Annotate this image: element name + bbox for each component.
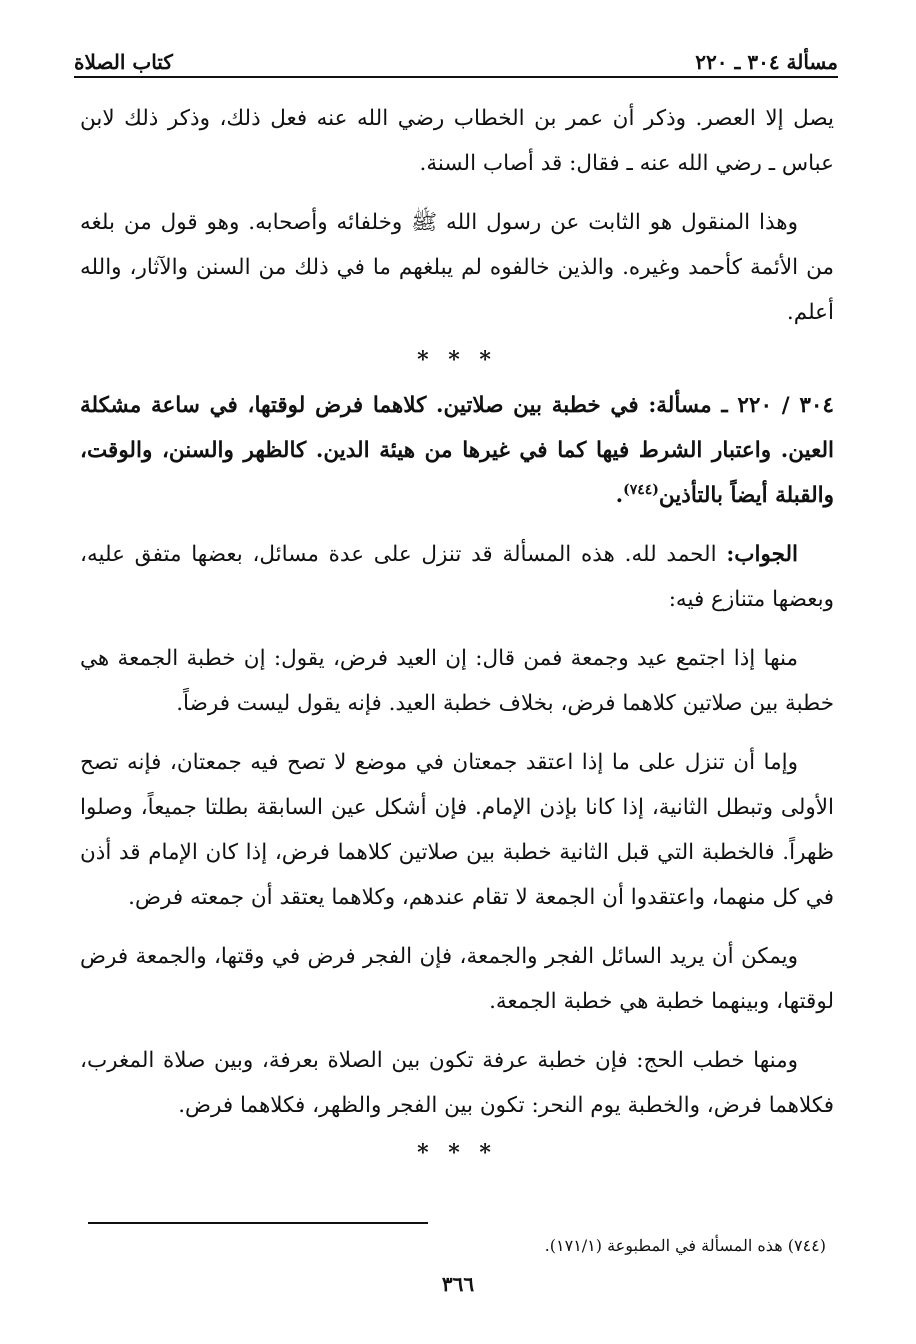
header-issue-number: مسألة ٣٠٤ ـ ٢٢٠ <box>695 50 838 74</box>
paragraph-conclusion: وهذا المنقول هو الثابت عن رسول الله ﷺ وخلفائه وأصحابه. وهو قول من بلغه من الأئمة كأحمد وغيره. والذين خالفوه لم يبلغهم ما في ذلك من السنن والآثار، والله أعلم. <box>80 210 834 325</box>
answer-paragraph <box>80 532 834 622</box>
question-end: . <box>615 483 624 508</box>
footnote: (٧٤٤) هذه المسألة في المطبوعة (١٧١/١). <box>544 1236 826 1255</box>
footnote-divider <box>88 1222 428 1224</box>
question-text: في خطبة بين صلاتين. كلاهما فرض لوقتها، في ساعة مشكلة العين. واعتبار الشرط فيها كما في غيرها من هيئة الدين. كالظهر والسنن، والوقت، والقبلة أيضاً بالتأذين <box>80 393 834 508</box>
question-paragraph <box>80 383 834 518</box>
section-separator: * * * <box>417 347 497 373</box>
answer-label: الجواب: <box>726 542 798 567</box>
page-number: ٣٦٦ <box>441 1272 475 1296</box>
question-number: ٣٠٤ / ٢٢٠ ـ مسألة: <box>648 393 834 418</box>
header-divider <box>74 76 838 78</box>
paragraph-fajr: ويمكن أن يريد السائل الفجر والجمعة، فإن الفجر فرض في وقتها، والجمعة فرض لوقتها، وبينهما خطبة هي خطبة الجمعة. <box>80 944 834 1014</box>
page-body <box>80 96 834 1176</box>
paragraph-hajj: ومنها خطب الحج: فإن خطبة عرفة تكون بين الصلاة بعرفة، وبين صلاة المغرب، فكلاهما فرض، والخطبة يوم النحر: تكون بين الفجر والظهر، فكلاهما فرض. <box>80 1048 834 1118</box>
paragraph-two-jumuahs: وإما أن تنزل على ما إذا اعتقد جمعتان في موضع لا تصح فيه جمعتان، فإنه تصح الأولى وتبطل الثانية، إذا كانا بإذن الإمام. فإن أشكل عين السابقة بطلتا جميعاً، وصلوا ظهراً. فالخطبة التي قبل الثانية خطبة بين صلاتين كلاهما فرض، إذا كان الإمام قد أذن في كل منهما، واعتقدوا أن الجمعة لا تقام عندهم، وكلاهما يعتقد أن جمعته فرض. <box>80 750 834 910</box>
footnote-reference: (٧٤٤) <box>623 481 659 498</box>
paragraph-eid: منها إذا اجتمع عيد وجمعة فمن قال: إن العيد فرض، يقول: إن خطبة الجمعة هي خطبة بين صلاتين كلاهما فرض، بخلاف خطبة العيد. فإنه يقول ليست فرضاً. <box>80 646 834 716</box>
answer-text: الحمد لله. هذه المسألة قد تنزل على عدة مسائل، بعضها متفق عليه، وبعضها متنازع فيه: <box>80 542 834 612</box>
section-separator-end: * * * <box>417 1140 497 1166</box>
page-header <box>74 36 838 74</box>
header-book-title: كتاب الصلاة <box>74 50 173 74</box>
paragraph-continuation: يصل إلا العصر. وذكر أن عمر بن الخطاب رضي الله عنه فعل ذلك، وذكر ذلك لابن عباس ـ رضي الله عنه ـ فقال: قد أصاب السنة. <box>80 106 834 176</box>
